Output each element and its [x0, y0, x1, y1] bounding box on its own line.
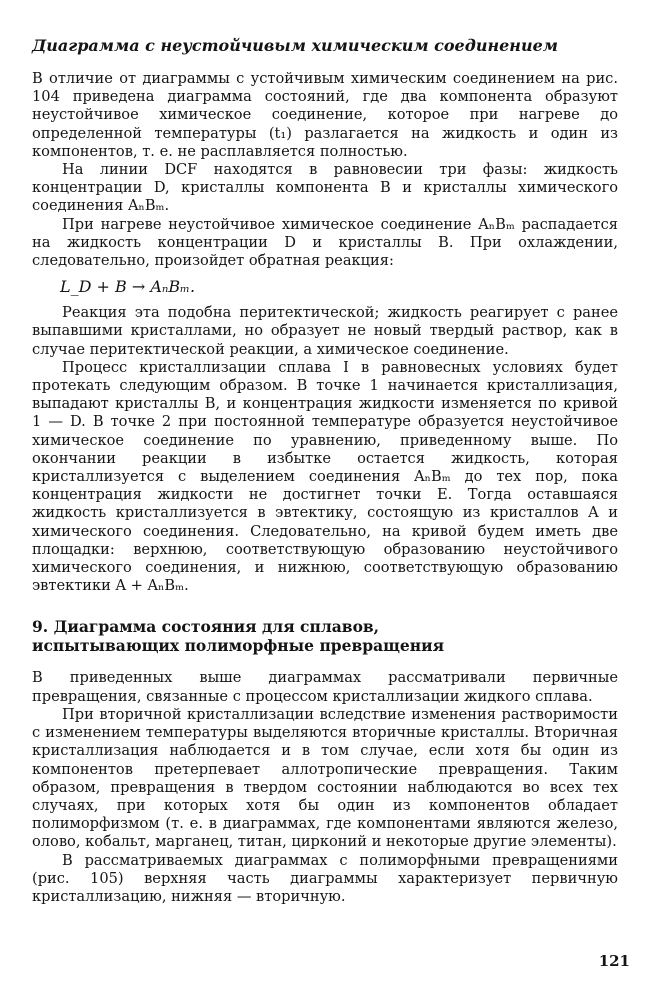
paragraph-7: При вторичной кристаллизации вследствие изменения растворимости с изменением температуры выделяются вторичные кристаллы. Вторичная кристаллизация наблюдается и в том случае, если хотя бы один из компонентов претерпевает аллотропические превращения. Таким образом, превращения в твердом состоянии наблюдаются во всех тех случаях, при которых хотя бы один из компонентов обладает полиморфизмом (т. е. в диаграммах, где компонентами являются железо, олово, кобальт, марганец, титан, цирконий и некоторые другие элементы). [32, 705, 618, 851]
chapter-heading [32, 617, 618, 655]
paragraph-8: В рассматриваемых диаграммах с полиморфными превращениями (рис. 105) верхняя часть диаграммы характеризует первичную кристаллизацию, нижняя — вторичную. [32, 851, 618, 905]
paragraph-4: Реакция эта подобна перитектической; жидкость реагирует с ранее выпавшими кристаллами, но образует не новый твердый раствор, как в случае перитектической реакции, а химическое соединение. [32, 304, 618, 358]
heading-line-1: 9. Диаграмма состояния для сплавов, [32, 617, 380, 637]
page-number: 121 [598, 952, 630, 970]
paragraph-1: В отличие от диаграммы с устойчивым химическим соединением на рис. 104 приведена диаграмма состояний, где два компонента образуют неустойчивое химическое соединение, которое при нагреве до определенной температуры (t₁) разлагается на жидкость и один из компонентов, т. е. не расплавляется полностью. [32, 70, 618, 160]
paragraph-2: На линии DCF находятся в равновесии три фазы: жидкость концентрации D, кристаллы компонента B и кристаллы химического соединения AₙBₘ. [32, 161, 618, 215]
section-title: Диаграмма с неустойчивым химическим соединением [32, 36, 558, 55]
reaction-formula: L_D + B → AₙBₘ. [60, 277, 196, 297]
paragraph-6: В приведенных выше диаграммах рассматривали первичные превращения, связанные с процессом кристаллизации жидкого сплава. [32, 669, 618, 705]
heading-line-2: испытывающих полиморфные превращения [32, 636, 445, 656]
page-body [32, 70, 618, 906]
paragraph-3: При нагреве неустойчивое химическое соединение AₙBₘ распадается на жидкость концентрации D и кристаллы B. При охлаждении, следовательно, произойдет обратная реакция: [32, 215, 618, 270]
paragraph-5: Процесс кристаллизации сплава I в равновесных условиях будет протекать следующим образом. В точке 1 начинается кристаллизация, выпадают кристаллы B, и концентрация жидкости изменяется по кривой 1 — D. В точке 2 при постоянной температуре образуется неустойчивое химическое соединение по уравнению, приведенному выше. По окончании реакции в избытке остается жидкость, которая кристаллизуется с выделением соединения AₙBₘ до тех пор, пока концентрация жидкости не достигнет точки E. Тогда оставшаяся жидкость кристаллизуется в эвтектику, состоящую из кристаллов A и химического соединения. Следовательно, на кривой будем иметь две площадки: верхнюю, соответствующую образованию неустойчивого химического соединения, и нижнюю, соответствующую образованию эвтектики A + AₙBₘ. [32, 358, 618, 595]
